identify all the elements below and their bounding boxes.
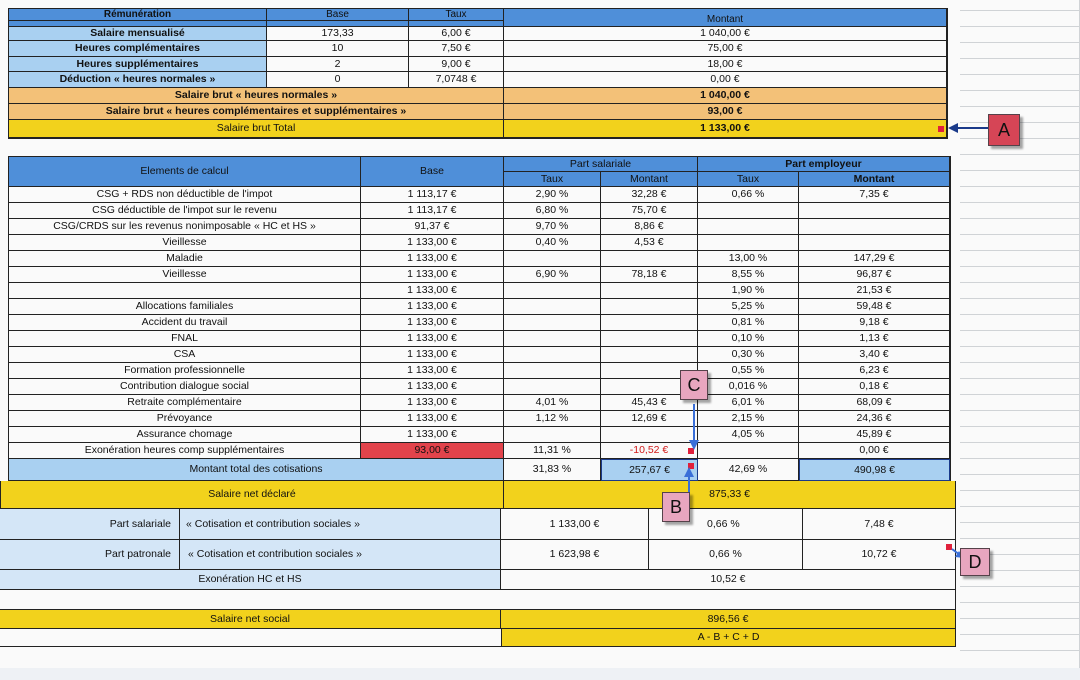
grid-line xyxy=(960,42,1080,43)
cotisation-taux-salariale[interactable]: 1,12 % xyxy=(504,411,601,427)
grid-line xyxy=(960,314,1080,315)
grid-line xyxy=(960,10,1080,11)
formula-text[interactable]: A - B + C + D xyxy=(501,629,956,647)
cotisation-base[interactable]: 1 133,00 € xyxy=(361,427,504,443)
exoneration-hc-hs-value[interactable]: 10,52 € xyxy=(501,570,956,590)
salaire-brut-normales-label[interactable]: Salaire brut « heures normales » xyxy=(9,88,504,104)
cotisation-montant-salariale[interactable] xyxy=(601,251,698,267)
cotisation-montant-employeur[interactable]: 24,36 € xyxy=(799,411,950,427)
cotisation-label[interactable]: CSA xyxy=(9,347,361,363)
exoneration-hc-hs-label[interactable]: Exonération HC et HS xyxy=(0,570,501,590)
cotisation-montant-salariale[interactable]: 4,53 € xyxy=(601,235,698,251)
cotisation-montant-salariale[interactable]: 32,28 € xyxy=(601,187,698,203)
header-montant-employeur[interactable]: Montant xyxy=(799,172,950,187)
total-cotisations-label[interactable]: Montant total des cotisations xyxy=(9,459,504,481)
row-label[interactable]: Déduction « heures normales » xyxy=(9,72,267,88)
row-base[interactable]: 2 xyxy=(267,57,409,72)
total-montant-employeur[interactable]: 490,98 € xyxy=(799,459,950,481)
row-taux[interactable]: 7,0748 € xyxy=(409,72,504,88)
row-label[interactable]: Heures supplémentaires xyxy=(9,57,267,72)
cotisation-montant-employeur[interactable] xyxy=(799,203,950,219)
cotisation-taux-employeur[interactable] xyxy=(698,235,799,251)
cotisation-montant-employeur[interactable] xyxy=(799,219,950,235)
row-base[interactable]: 0 xyxy=(267,72,409,88)
arrow-left-icon xyxy=(946,118,990,138)
cotisation-taux-salariale[interactable] xyxy=(504,299,601,315)
cotisation-taux-salariale[interactable] xyxy=(504,347,601,363)
cotisation-montant-salariale[interactable]: 8,86 € xyxy=(601,219,698,235)
cotisation-taux-employeur[interactable]: 2,15 % xyxy=(698,411,799,427)
cotisation-base[interactable]: 1 133,00 € xyxy=(361,315,504,331)
row-label[interactable]: Heures complémentaires xyxy=(9,41,267,57)
cotisation-montant-salariale[interactable] xyxy=(601,331,698,347)
cotisation-montant-employeur[interactable]: 0,00 € xyxy=(799,443,950,459)
grid-line xyxy=(960,234,1080,235)
cotisation-label[interactable]: Assurance chomage xyxy=(9,427,361,443)
cotisation-label[interactable]: Retraite complémentaire xyxy=(9,395,361,411)
cotisation-taux-salariale[interactable]: 6,90 % xyxy=(504,267,601,283)
header-montant-salariale[interactable]: Montant xyxy=(601,172,698,187)
grid-line xyxy=(960,618,1080,619)
grid-line xyxy=(960,186,1080,187)
part-salariale-label[interactable]: Part salariale xyxy=(0,509,180,540)
grid-line xyxy=(960,490,1080,491)
empty-row xyxy=(0,590,501,610)
row-taux[interactable]: 7,50 € xyxy=(409,41,504,57)
cotisation-base[interactable]: 1 133,00 € xyxy=(361,411,504,427)
grid-line xyxy=(960,410,1080,411)
cotisation-base[interactable]: 1 133,00 € xyxy=(361,299,504,315)
header-part-employeur[interactable]: Part employeur xyxy=(698,157,950,172)
cotisation-taux-employeur[interactable]: 8,55 % xyxy=(698,267,799,283)
cotisation-label[interactable]: Contribution dialogue social xyxy=(9,379,361,395)
row-montant[interactable]: 75,00 € xyxy=(504,41,947,57)
cotisation-taux-employeur[interactable]: 6,01 % xyxy=(698,395,799,411)
grid-line xyxy=(960,74,1080,75)
cotisation-montant-employeur[interactable]: 59,48 € xyxy=(799,299,950,315)
cotisation-taux-employeur[interactable]: 0,55 % xyxy=(698,363,799,379)
grid-line xyxy=(960,538,1080,539)
cotisation-montant-employeur[interactable]: 7,35 € xyxy=(799,187,950,203)
cotisation-montant-employeur[interactable]: 9,18 € xyxy=(799,315,950,331)
grid-line xyxy=(960,266,1080,267)
grid-line xyxy=(960,106,1080,107)
cotisation-montant-salariale[interactable] xyxy=(601,347,698,363)
grid-line xyxy=(960,634,1080,635)
cotisation-taux-employeur[interactable] xyxy=(698,203,799,219)
salaire-brut-normales-value[interactable]: 1 040,00 € xyxy=(504,88,947,104)
grid-line xyxy=(960,58,1080,59)
cotisation-label[interactable]: Accident du travail xyxy=(9,315,361,331)
cotisation-taux-employeur[interactable]: 0,016 % xyxy=(698,379,799,395)
cotisation-label[interactable]: CSG/CRDS sur les revenus nonimposable « HC et HS » xyxy=(9,219,361,235)
cotisation-montant-salariale[interactable]: 75,70 € xyxy=(601,203,698,219)
empty-row xyxy=(501,590,956,610)
total-taux-employeur[interactable]: 42,69 % xyxy=(698,459,799,481)
cotisation-label[interactable]: CSG + RDS non déductible de l'impot xyxy=(9,187,361,203)
cotisation-montant-employeur[interactable]: 68,09 € xyxy=(799,395,950,411)
total-taux-salariale[interactable]: 31,83 % xyxy=(504,459,601,481)
cotisation-label[interactable]: FNAL xyxy=(9,331,361,347)
cotisation-taux-employeur[interactable] xyxy=(698,443,799,459)
cotisation-montant-salariale[interactable]: 12,69 € xyxy=(601,411,698,427)
grid-line xyxy=(960,442,1080,443)
cotisation-base[interactable]: 91,37 € xyxy=(361,219,504,235)
cotisation-montant-salariale[interactable] xyxy=(601,299,698,315)
salaire-brut-total-value[interactable]: 1 133,00 € xyxy=(504,120,947,138)
header-taux[interactable]: Taux xyxy=(409,9,504,21)
cotisation-base[interactable]: 1 133,00 € xyxy=(361,363,504,379)
cotisation-montant-employeur[interactable]: 21,53 € xyxy=(799,283,950,299)
salaire-brut-total-label[interactable]: Salaire brut Total xyxy=(9,120,504,138)
cotisation-montant-salariale[interactable] xyxy=(601,315,698,331)
part-patronale-description[interactable]: « Cotisation et contribution sociales » xyxy=(180,540,501,570)
part-salariale-taux[interactable]: 0,66 % xyxy=(649,509,803,540)
cotisation-taux-employeur[interactable]: 4,05 % xyxy=(698,427,799,443)
cotisation-taux-salariale[interactable]: 11,31 % xyxy=(504,443,601,459)
grid-line xyxy=(960,394,1080,395)
part-patronale-base[interactable]: 1 623,98 € xyxy=(501,540,649,570)
grid-line xyxy=(960,138,1080,139)
cotisation-taux-salariale[interactable]: 4,01 % xyxy=(504,395,601,411)
comment-marker-icon[interactable] xyxy=(938,126,944,132)
cotisation-taux-salariale[interactable] xyxy=(504,379,601,395)
cotisation-taux-employeur[interactable]: 0,81 % xyxy=(698,315,799,331)
header-montant[interactable]: Montant xyxy=(504,9,947,27)
header-remuneration[interactable]: Rémunération xyxy=(9,9,267,21)
part-salariale-description[interactable]: « Cotisation et contribution sociales » xyxy=(180,509,501,540)
exoneration-base-highlight[interactable]: 93,00 € xyxy=(361,443,504,459)
cotisation-base[interactable]: 1 133,00 € xyxy=(361,331,504,347)
cotisation-montant-employeur[interactable]: 1,13 € xyxy=(799,331,950,347)
callout-a[interactable]: A xyxy=(988,114,1020,146)
row-taux[interactable]: 6,00 € xyxy=(409,27,504,41)
cotisation-taux-employeur[interactable]: 1,90 % xyxy=(698,283,799,299)
empty-row xyxy=(0,629,501,647)
cotisation-montant-salariale[interactable]: 78,18 € xyxy=(601,267,698,283)
cotisation-label[interactable] xyxy=(9,283,361,299)
grid-line xyxy=(960,330,1080,331)
row-taux[interactable]: 9,00 € xyxy=(409,57,504,72)
part-patronale-montant[interactable]: 10,72 € xyxy=(803,540,956,570)
cotisation-montant-employeur[interactable]: 147,29 € xyxy=(799,251,950,267)
row-label[interactable]: Salaire mensualisé xyxy=(9,27,267,41)
grid-line xyxy=(960,250,1080,251)
cotisation-label[interactable]: Prévoyance xyxy=(9,411,361,427)
cotisation-taux-employeur[interactable] xyxy=(698,219,799,235)
cotisation-base[interactable]: 1 133,00 € xyxy=(361,395,504,411)
grid-line xyxy=(960,282,1080,283)
part-patronale-label[interactable]: Part patronale xyxy=(0,540,180,570)
cotisation-taux-employeur[interactable]: 0,66 % xyxy=(698,187,799,203)
salaire-net-declare-label[interactable]: Salaire net déclaré xyxy=(0,481,504,509)
salaire-brut-comp-value[interactable]: 93,00 € xyxy=(504,104,947,120)
cotisation-taux-salariale[interactable] xyxy=(504,363,601,379)
cotisation-label[interactable]: Exonération heures comp supplémentaires xyxy=(9,443,361,459)
callout-d[interactable]: D xyxy=(960,548,990,576)
salaire-net-social-value[interactable]: 896,56 € xyxy=(501,610,956,629)
cotisation-base[interactable]: 1 133,00 € xyxy=(361,235,504,251)
row-base[interactable]: 173,33 xyxy=(267,27,409,41)
cotisation-montant-employeur[interactable]: 45,89 € xyxy=(799,427,950,443)
cotisation-taux-employeur[interactable]: 0,30 % xyxy=(698,347,799,363)
header-taux-employeur[interactable]: Taux xyxy=(698,172,799,187)
cotisation-taux-employeur[interactable]: 13,00 % xyxy=(698,251,799,267)
cotisation-taux-salariale[interactable]: 2,90 % xyxy=(504,187,601,203)
cotisation-base[interactable]: 1 133,00 € xyxy=(361,251,504,267)
cotisation-label[interactable]: Maladie xyxy=(9,251,361,267)
cotisation-montant-employeur[interactable] xyxy=(799,235,950,251)
part-salariale-base[interactable]: 1 133,00 € xyxy=(501,509,649,540)
grid-line xyxy=(960,298,1080,299)
cotisation-taux-salariale[interactable] xyxy=(504,331,601,347)
part-salariale-montant[interactable]: 7,48 € xyxy=(803,509,956,540)
cotisation-base[interactable]: 1 133,00 € xyxy=(361,347,504,363)
grid-line xyxy=(960,586,1080,587)
cotisation-taux-salariale[interactable]: 9,70 % xyxy=(504,219,601,235)
cotisation-label[interactable]: CSG déductible de l'impot sur le revenu xyxy=(9,203,361,219)
salaire-net-social-label[interactable]: Salaire net social xyxy=(0,610,501,629)
callout-c[interactable]: C xyxy=(680,370,708,400)
header-base[interactable]: Base xyxy=(361,157,504,187)
cotisation-montant-employeur[interactable]: 3,40 € xyxy=(799,347,950,363)
grid-line xyxy=(960,90,1080,91)
cotisation-label[interactable]: Allocations familiales xyxy=(9,299,361,315)
cotisation-montant-employeur[interactable]: 96,87 € xyxy=(799,267,950,283)
cotisation-base[interactable]: 1 113,17 € xyxy=(361,203,504,219)
grid-line xyxy=(960,170,1080,171)
header-part-salariale[interactable]: Part salariale xyxy=(504,157,698,172)
part-patronale-taux[interactable]: 0,66 % xyxy=(649,540,803,570)
grid-line xyxy=(960,202,1080,203)
row-montant[interactable]: 18,00 € xyxy=(504,57,947,72)
cotisation-taux-salariale[interactable] xyxy=(504,427,601,443)
cotisation-label[interactable]: Vieillesse xyxy=(9,235,361,251)
salaire-net-declare-value[interactable]: 875,33 € xyxy=(504,481,956,509)
grid-line xyxy=(960,378,1080,379)
exoneration-montant-negative[interactable]: -10,52 € xyxy=(601,443,698,459)
row-montant[interactable]: 1 040,00 € xyxy=(504,27,947,41)
callout-b[interactable]: B xyxy=(662,492,690,522)
cotisation-montant-salariale[interactable]: 45,43 € xyxy=(601,395,698,411)
cotisation-taux-salariale[interactable] xyxy=(504,251,601,267)
salaire-brut-comp-label[interactable]: Salaire brut « heures complémentaires et supplémentaires » xyxy=(9,104,504,120)
grid-line xyxy=(960,506,1080,507)
cotisation-base[interactable]: 1 133,00 € xyxy=(361,379,504,395)
grid-line xyxy=(960,346,1080,347)
grid-line xyxy=(960,602,1080,603)
grid-line xyxy=(960,218,1080,219)
cotisation-taux-salariale[interactable]: 6,80 % xyxy=(504,203,601,219)
cotisation-taux-salariale[interactable] xyxy=(504,283,601,299)
grid-line xyxy=(960,26,1080,27)
row-montant[interactable]: 0,00 € xyxy=(504,72,947,88)
header-taux-salariale[interactable]: Taux xyxy=(504,172,601,187)
grid-line xyxy=(960,474,1080,475)
cotisation-montant-employeur[interactable]: 6,23 € xyxy=(799,363,950,379)
cotisation-label[interactable]: Vieillesse xyxy=(9,267,361,283)
cotisation-label[interactable]: Formation professionnelle xyxy=(9,363,361,379)
cotisation-taux-salariale[interactable] xyxy=(504,315,601,331)
grid-line xyxy=(960,362,1080,363)
grid-line xyxy=(960,154,1080,155)
header-elements-de-calcul[interactable]: Elements de calcul xyxy=(9,157,361,187)
cotisation-taux-employeur[interactable]: 5,25 % xyxy=(698,299,799,315)
window-bottom-bar xyxy=(0,668,1080,680)
row-base[interactable]: 10 xyxy=(267,41,409,57)
cotisation-montant-employeur[interactable]: 0,18 € xyxy=(799,379,950,395)
grid-line xyxy=(960,522,1080,523)
cotisation-montant-salariale[interactable] xyxy=(601,283,698,299)
grid-line xyxy=(960,650,1080,651)
grid-line xyxy=(960,426,1080,427)
total-montant-salariale[interactable]: 257,67 € xyxy=(601,459,698,481)
cotisation-base[interactable]: 1 113,17 € xyxy=(361,187,504,203)
header-base[interactable]: Base xyxy=(267,9,409,21)
cotisation-base[interactable]: 1 133,00 € xyxy=(361,267,504,283)
cotisation-taux-employeur[interactable]: 0,10 % xyxy=(698,331,799,347)
cotisation-base[interactable]: 1 133,00 € xyxy=(361,283,504,299)
cotisation-taux-salariale[interactable]: 0,40 % xyxy=(504,235,601,251)
grid-line xyxy=(960,458,1080,459)
